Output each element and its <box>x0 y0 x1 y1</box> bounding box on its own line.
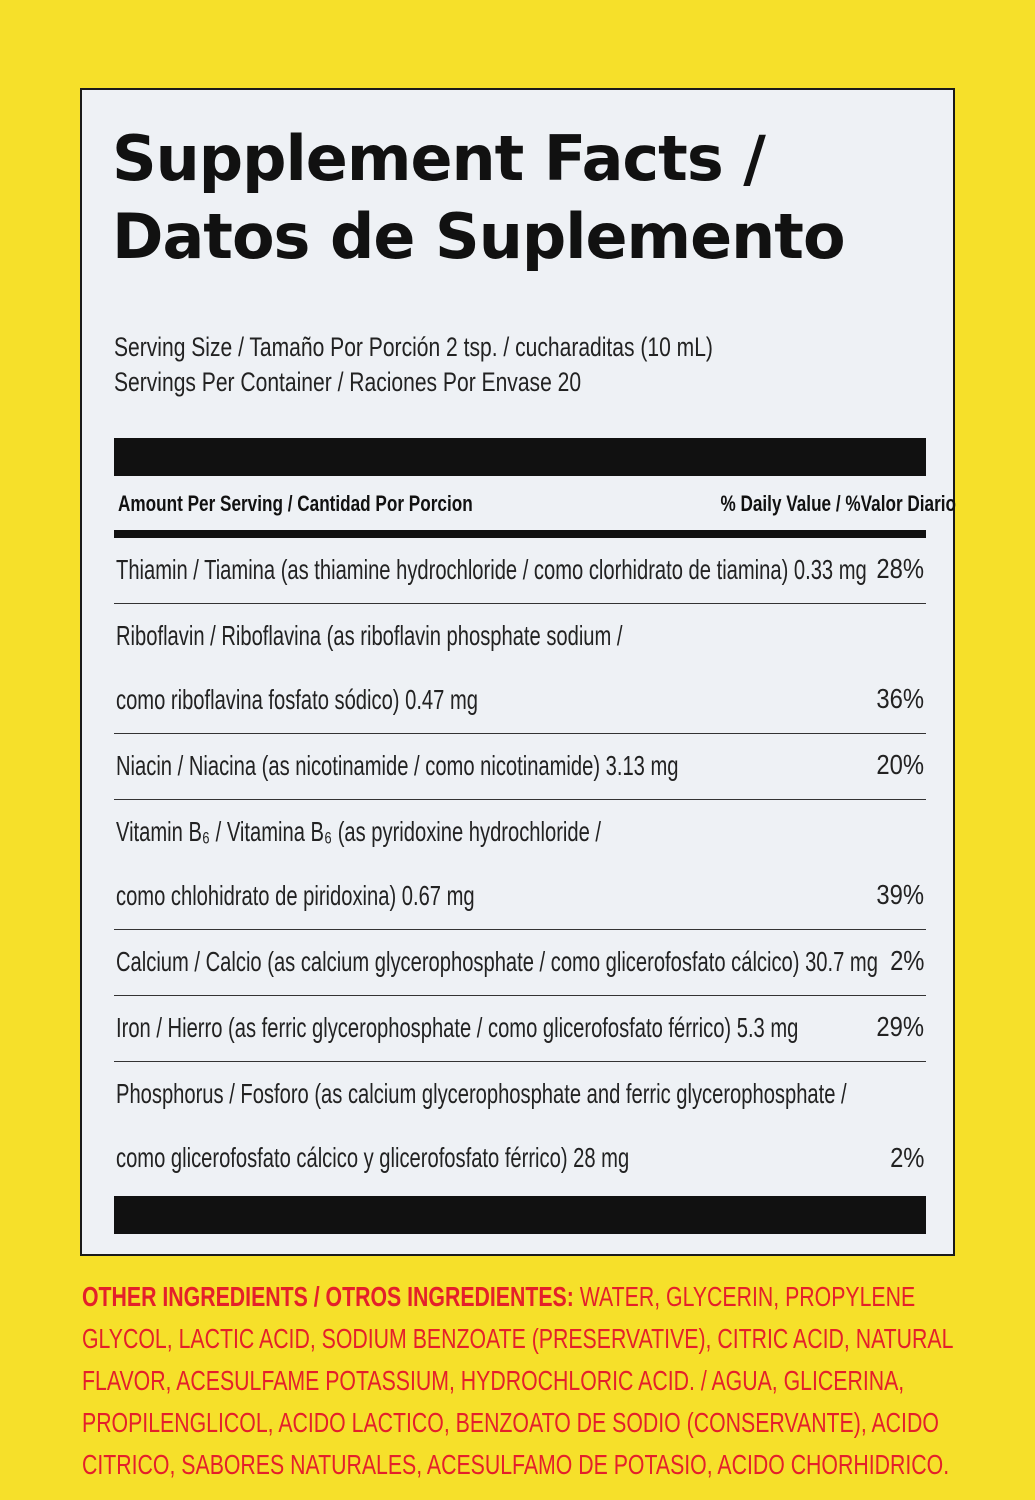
other-ingredients-line-1 <box>82 1276 964 1318</box>
other-ingredients-line: FLAVOR, ACESULFAME POTASSIUM, HYDROCHLORIC ACID. / AGUA, GLICERINA, <box>82 1365 905 1396</box>
nutrient-daily-value: 29% <box>876 1011 924 1042</box>
nutrient-name: Phosphorus / Fosforo (as calcium glycerophosphate and ferric glycerophosphate / <box>116 1078 847 1109</box>
other-ingredients-line: PROPILENGLICOL, ACIDO LACTICO, BENZOATO DE SODIO (CONSERVANTE), ACIDO <box>82 1407 939 1438</box>
daily-value-header: % Daily Value / %Valor Diario <box>720 491 956 516</box>
other-ingredients-label: OTHER INGREDIENTS / OTROS INGREDIENTES: <box>82 1281 574 1312</box>
divider-bar-bottom <box>114 1196 926 1234</box>
amount-per-serving-header: Amount Per Serving / Cantidad Por Porcion <box>118 491 473 516</box>
table-row <box>114 1062 926 1192</box>
title-line-1: Supplement Facts / <box>112 122 765 195</box>
title-line-2: Datos de Suplemento <box>112 200 845 273</box>
table-row <box>114 996 926 1062</box>
other-ingredients <box>82 1276 964 1486</box>
nutrient-daily-value: 28% <box>876 553 924 584</box>
other-ingredients-text: WATER, GLYCERIN, PROPYLENE <box>579 1281 916 1312</box>
nutrient-name-line-2: como chlohidrato de piridoxina) 0.67 mg <box>116 880 475 911</box>
page-title <box>112 120 932 276</box>
table-row <box>114 734 926 800</box>
nutrient-name: Niacin / Niacina (as nicotinamide / como nicotinamide) 3.13 mg <box>116 750 679 781</box>
nutrient-daily-value: 39% <box>876 879 924 910</box>
supplement-facts-panel <box>80 88 955 1256</box>
nutrient-daily-value: 20% <box>876 749 924 780</box>
nutrient-daily-value: 36% <box>876 683 924 714</box>
nutrient-name: Calcium / Calcio (as calcium glycerophosphate / como glicerofosfato cálcico) 30.7 mg <box>116 946 878 977</box>
nutrient-name: Iron / Hierro (as ferric glycerophosphate / como glicerofosfato férrico) 5.3 mg <box>116 1012 799 1043</box>
other-ingredients-line: GLYCOL, LACTIC ACID, SODIUM BENZOATE (PRESERVATIVE), CITRIC ACID, NATURAL <box>82 1323 954 1354</box>
table-row <box>114 538 926 604</box>
nutrient-table <box>114 538 926 1192</box>
nutrient-daily-value: 2% <box>889 945 924 976</box>
nutrient-name: Thiamin / Tiamina (as thiamine hydrochloride / como clorhidrato de tiamina) 0.33 mg <box>116 554 867 585</box>
nutrient-name-line-2: como riboflavina fosfato sódico) 0.47 mg <box>116 684 478 715</box>
nutrient-name-line-2: como glicerofosfato cálcico y glicerofosfato férrico) 28 mg <box>116 1142 630 1173</box>
other-ingredients-line: CITRICO, SABORES NATURALES, ACESULFAMO DE POTASIO, ACIDO CHORHIDRICO. <box>82 1449 950 1480</box>
nutrient-name: Vitamin B₆ / Vitamina B₆ (as pyridoxine hydrochloride / <box>116 816 602 847</box>
serving-size: Serving Size / Tamaño Por Porción 2 tsp. / cucharaditas (10 mL) <box>114 332 713 362</box>
header-rule <box>114 530 926 538</box>
table-row <box>114 800 926 930</box>
table-row <box>114 930 926 996</box>
serving-info <box>114 330 894 400</box>
nutrient-name: Riboflavin / Riboflavina (as riboflavin phosphate sodium / <box>116 620 623 651</box>
table-row <box>114 604 926 734</box>
servings-per-container: Servings Per Container / Raciones Por Envase 20 <box>114 367 582 397</box>
nutrient-daily-value: 2% <box>889 1142 924 1173</box>
divider-bar-top <box>114 438 926 476</box>
table-header <box>118 487 956 521</box>
